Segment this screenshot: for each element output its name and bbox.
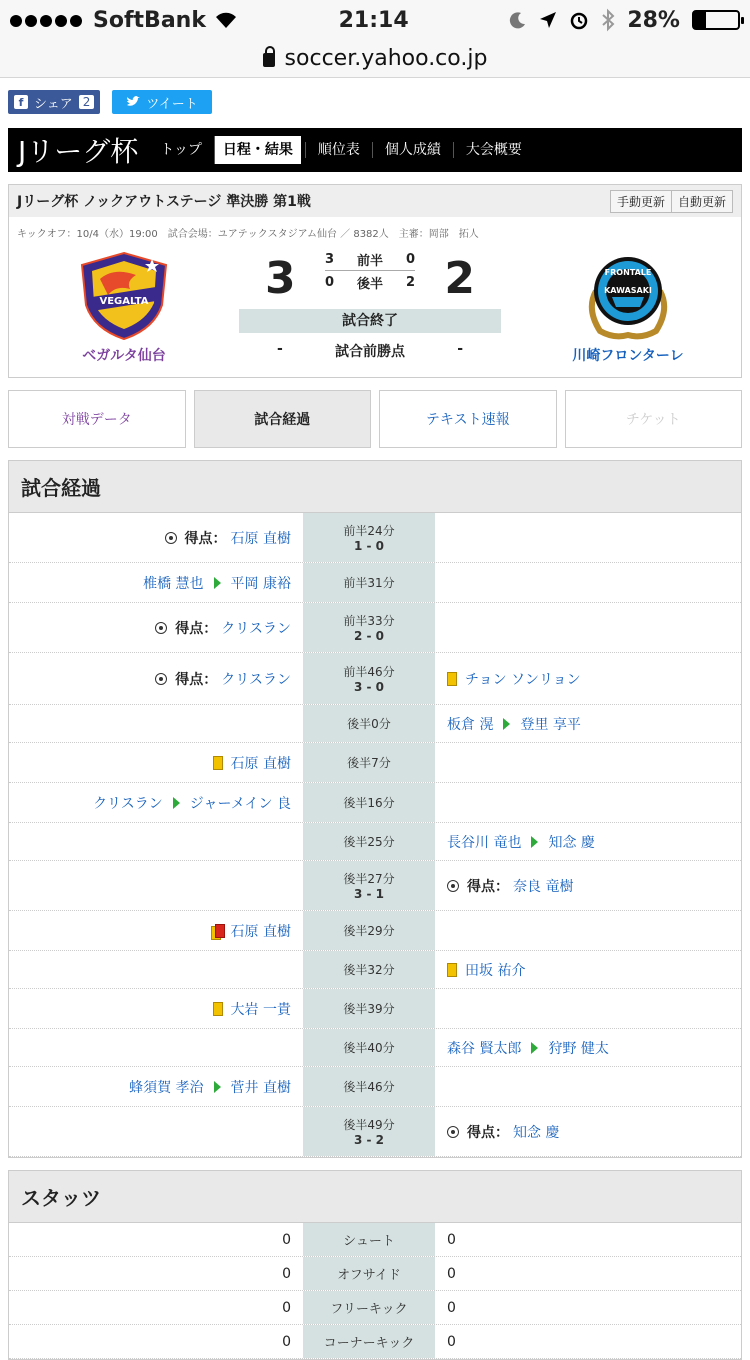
player-link[interactable]: 石原 直樹: [230, 755, 291, 772]
moon-icon: [509, 11, 527, 29]
battery-icon: [692, 10, 740, 30]
twitter-tweet-button[interactable]: [112, 90, 211, 114]
player-link[interactable]: クリスラン: [93, 795, 163, 812]
svg-text:VEGALTA: VEGALTA: [99, 296, 149, 307]
facebook-share-count: 2: [79, 95, 95, 109]
event-minute: 後半25分: [343, 835, 395, 849]
event-minute: 後半0分: [347, 717, 391, 731]
away-event: [435, 1029, 741, 1066]
soccer-ball-icon: [155, 673, 167, 685]
tab-match-progress[interactable]: 試合経過: [194, 390, 372, 448]
away-event: [435, 951, 741, 988]
carrier-label: SoftBank: [93, 7, 206, 33]
goal-label: 得点：: [175, 671, 218, 688]
facebook-share-button[interactable]: [8, 90, 100, 114]
red-card-icon: [211, 924, 223, 938]
away-event: [435, 989, 741, 1028]
goal-label: 得点：: [175, 620, 218, 637]
away-stat-value: 0: [447, 1231, 456, 1248]
url-text: soccer.yahoo.co.jp: [284, 45, 488, 71]
substitution-arrow-icon: [531, 1042, 538, 1054]
away-pre-points: -: [457, 341, 463, 357]
stat-label: シュート: [303, 1223, 435, 1256]
player-link[interactable]: 長谷川 竜也: [447, 834, 522, 851]
event-minute: 前半31分: [343, 576, 395, 590]
match-progress-section: [8, 460, 742, 1158]
home-stat-value: 0: [282, 1299, 291, 1316]
away-team[interactable]: [543, 251, 713, 365]
home-event: [9, 1029, 303, 1066]
manual-refresh-button[interactable]: 手動更新: [610, 190, 672, 213]
event-minute: 後半29分: [343, 924, 395, 938]
event-time: [303, 911, 435, 950]
away-event: [435, 823, 741, 860]
pre-match-points: [239, 341, 501, 361]
home-event: [9, 823, 303, 860]
home-stat-value: 0: [282, 1231, 291, 1248]
event-minute: 後半32分: [343, 963, 395, 977]
player-link[interactable]: クリスラン: [221, 620, 291, 637]
away-event: [435, 563, 741, 602]
bluetooth-icon: [601, 9, 615, 31]
nav-schedule-results[interactable]: 日程・結果: [214, 136, 301, 164]
progress-row: [9, 1067, 741, 1107]
event-minute: 後半27分: [343, 872, 395, 886]
goal-label: 得点：: [467, 1124, 509, 1141]
event-minute: 後半39分: [343, 1002, 395, 1016]
second-half-label: 後半: [356, 276, 383, 292]
player-link[interactable]: 板倉 滉: [447, 716, 494, 733]
away-stat-value: 0: [447, 1333, 456, 1350]
stat-label: コーナーキック: [303, 1325, 435, 1358]
league-title[interactable]: Jリーグ杯: [18, 135, 139, 168]
stat-label: オフサイド: [303, 1257, 435, 1290]
facebook-share-label: シェア: [34, 96, 73, 112]
away-event: [435, 513, 741, 562]
signal-icon: [10, 8, 85, 33]
home-team[interactable]: [39, 251, 209, 365]
player-link[interactable]: 石原 直樹: [230, 530, 291, 547]
home-score: 3: [265, 253, 296, 304]
home-second-half: 0: [325, 274, 335, 290]
player-link[interactable]: 大岩 一貴: [230, 1001, 291, 1018]
progress-row: [9, 783, 741, 823]
home-stat-value: 0: [282, 1333, 291, 1350]
substitution-arrow-icon: [173, 797, 180, 809]
progress-row: [9, 743, 741, 783]
progress-row: [9, 563, 741, 603]
home-event: [9, 951, 303, 988]
vegalta-sendai-crest-icon: [74, 251, 174, 341]
event-time: [303, 563, 435, 602]
share-bar: [0, 82, 750, 122]
event-time: [303, 1107, 435, 1156]
away-event: [435, 1107, 741, 1156]
away-stat-value: 0: [447, 1299, 456, 1316]
stats-section: [8, 1170, 742, 1360]
away-event: [435, 1067, 741, 1106]
stats-title: スタッツ: [9, 1171, 741, 1223]
away-event: [435, 861, 741, 910]
svg-text:FRONTALE: FRONTALE: [604, 268, 652, 277]
nav-tournament-overview[interactable]: 大会概要: [453, 142, 534, 158]
home-event: [9, 705, 303, 742]
event-time: [303, 783, 435, 822]
home-event: [9, 989, 303, 1028]
yellow-card-icon: [213, 756, 223, 770]
match-progress-table: [9, 513, 741, 1157]
event-minute: 後半40分: [343, 1041, 395, 1055]
home-event: [9, 513, 303, 562]
away-event: [435, 653, 741, 704]
soccer-ball-icon: [165, 532, 177, 544]
stat-row: [9, 1291, 741, 1325]
event-time: [303, 513, 435, 562]
running-score: 3 - 2: [353, 1133, 385, 1147]
player-link[interactable]: 森谷 賢太郎: [447, 1040, 522, 1057]
stat-row: [9, 1257, 741, 1291]
progress-row: [9, 989, 741, 1029]
twitter-bird-icon: [126, 96, 140, 108]
player-link[interactable]: ジャーメイン 良: [189, 795, 291, 812]
progress-row: [9, 861, 741, 911]
away-event: [435, 603, 741, 652]
match-progress-title: 試合経過: [9, 461, 741, 513]
wifi-icon: [214, 11, 238, 29]
player-link[interactable]: 椎橋 慧也: [143, 575, 204, 592]
event-minute: 後半16分: [343, 796, 395, 810]
player-link[interactable]: 知念 慶: [548, 834, 595, 851]
pre-points-label: 試合前勝点: [335, 344, 405, 360]
player-link[interactable]: チョン ソンリョン: [465, 671, 581, 688]
match-status: 試合終了: [239, 309, 501, 333]
running-score: 1 - 0: [353, 539, 385, 553]
event-minute: 後半49分: [343, 1118, 395, 1132]
home-first-half: 3: [325, 252, 335, 267]
browser-chrome: [0, 0, 750, 78]
away-event: [435, 743, 741, 782]
player-link[interactable]: クリスラン: [221, 671, 291, 688]
away-second-half: 2: [405, 274, 415, 290]
yellow-card-icon: [447, 963, 457, 977]
progress-row: [9, 1107, 741, 1157]
match-tabs: [8, 390, 742, 448]
running-score: 2 - 0: [353, 629, 385, 643]
twitter-tweet-label: ツイート: [146, 96, 198, 112]
away-score: 2: [444, 253, 475, 304]
match-card: [8, 184, 742, 378]
kawasaki-frontale-crest-icon: [578, 251, 678, 341]
goal-label: 得点：: [184, 530, 227, 547]
substitution-arrow-icon: [214, 1081, 221, 1093]
yellow-card-icon: [213, 1002, 223, 1016]
location-arrow-icon: [539, 11, 557, 29]
away-event: [435, 783, 741, 822]
league-header: [8, 128, 742, 172]
alarm-icon: [569, 10, 589, 30]
soccer-ball-icon: [155, 622, 167, 634]
substitution-arrow-icon: [503, 718, 510, 730]
progress-row: [9, 705, 741, 743]
event-minute: 後半7分: [347, 756, 391, 770]
player-link[interactable]: 田坂 祐介: [465, 962, 526, 979]
event-time: [303, 861, 435, 910]
clock-label: 21:14: [338, 7, 409, 33]
stats-table: [9, 1223, 741, 1359]
stat-label: フリーキック: [303, 1291, 435, 1324]
event-time: [303, 1067, 435, 1106]
soccer-ball-icon: [447, 1126, 459, 1138]
yellow-card-icon: [447, 672, 457, 686]
progress-row: [9, 911, 741, 951]
home-team-name: ベガルタ仙台: [82, 348, 166, 364]
event-time: [303, 1029, 435, 1066]
player-link[interactable]: 奈良 竜樹: [513, 878, 574, 895]
event-minute: 前半46分: [343, 665, 395, 679]
player-link[interactable]: 蜂須賀 孝治: [129, 1079, 204, 1096]
progress-row: [9, 603, 741, 653]
substitution-arrow-icon: [531, 836, 538, 848]
home-pre-points: -: [277, 341, 283, 357]
substitution-arrow-icon: [214, 577, 221, 589]
event-time: [303, 705, 435, 742]
event-time: [303, 603, 435, 652]
nav-standings[interactable]: 順位表: [305, 142, 372, 158]
tab-head-to-head[interactable]: 対戦データ: [8, 390, 186, 448]
home-event: [9, 743, 303, 782]
event-time: [303, 989, 435, 1028]
soccer-ball-icon: [447, 880, 459, 892]
home-event: [9, 1107, 303, 1156]
auto-refresh-button[interactable]: 自動更新: [671, 190, 733, 213]
home-stat-value: 0: [282, 1265, 291, 1282]
match-meta: キックオフ：10/4（水）19:00 試合会場：ユアテックスタジアム仙台 ／ 8382人 主審：岡部 拓人: [17, 229, 479, 240]
event-minute: 前半24分: [343, 524, 395, 538]
home-event: [9, 603, 303, 652]
player-link[interactable]: 石原 直樹: [230, 923, 291, 940]
away-stat-value: 0: [447, 1265, 456, 1282]
progress-row: [9, 513, 741, 563]
stat-row: [9, 1223, 741, 1257]
status-bar: [0, 0, 750, 40]
player-link[interactable]: 登里 享平: [520, 716, 581, 733]
league-nav: [148, 136, 534, 164]
battery-percent: 28%: [627, 7, 680, 33]
away-first-half: 0: [405, 252, 415, 267]
away-team-name: 川崎フロンターレ: [572, 348, 684, 364]
running-score: 3 - 0: [353, 680, 385, 694]
first-half-label: 前半: [356, 254, 383, 269]
player-link[interactable]: 知念 慶: [513, 1124, 560, 1141]
player-link[interactable]: 菅井 直樹: [230, 1079, 291, 1096]
tab-text-live[interactable]: テキスト速報: [379, 390, 557, 448]
event-time: [303, 823, 435, 860]
match-header: [9, 185, 741, 217]
running-score: 3 - 1: [353, 887, 385, 901]
event-minute: 後半46分: [343, 1080, 395, 1094]
player-link[interactable]: 狩野 健太: [548, 1040, 609, 1057]
home-event: [9, 861, 303, 910]
event-time: [303, 743, 435, 782]
goal-label: 得点：: [467, 878, 509, 895]
home-event: [9, 783, 303, 822]
event-time: [303, 653, 435, 704]
event-minute: 前半33分: [343, 614, 395, 628]
away-event: [435, 705, 741, 742]
player-link[interactable]: 平岡 康裕: [230, 575, 291, 592]
nav-top[interactable]: トップ: [160, 142, 202, 158]
facebook-icon: f: [14, 95, 28, 109]
match-stage: Jリーグ杯 ノックアウトステージ 準決勝 第1戦: [17, 194, 311, 210]
half-scores: [325, 249, 415, 293]
lock-icon: [263, 53, 275, 67]
progress-row: [9, 951, 741, 989]
home-event: [9, 911, 303, 950]
address-bar[interactable]: [0, 40, 750, 76]
progress-row: [9, 823, 741, 861]
home-event: [9, 653, 303, 704]
progress-row: [9, 1029, 741, 1067]
stat-row: [9, 1325, 741, 1359]
tab-tickets: チケット: [565, 390, 743, 448]
event-time: [303, 951, 435, 988]
home-event: [9, 1067, 303, 1106]
svg-text:KAWASAKI: KAWASAKI: [604, 286, 652, 295]
home-event: [9, 563, 303, 602]
nav-player-stats[interactable]: 個人成績: [372, 142, 453, 158]
away-event: [435, 911, 741, 950]
progress-row: [9, 653, 741, 705]
